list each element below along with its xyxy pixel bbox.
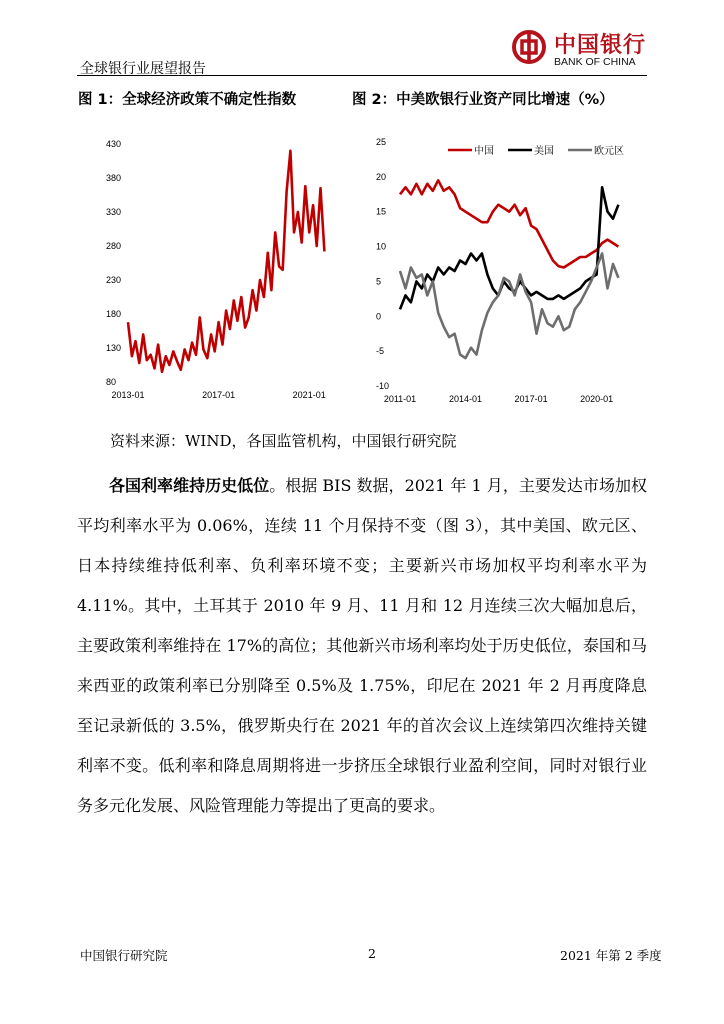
y-tick-label: -10 [376,381,390,391]
y-tick-label: 430 [106,139,122,149]
y-tick-label: 20 [376,171,387,182]
y-tick-label: 230 [106,275,122,285]
series-line [400,180,618,267]
y-tick-label: 330 [106,207,122,217]
y-tick-label: 10 [376,241,387,252]
report-title: 全球银行业展望报告 [80,61,206,77]
body-paragraph [77,466,647,826]
logo-english-text: BANK OF CHINA [554,56,636,68]
bank-asset-growth-chart [360,130,660,410]
body-text [77,466,647,826]
y-tick-label: 0 [376,311,382,322]
x-tick-label: 2011-01 [383,394,417,404]
y-tick-label: 280 [106,241,122,251]
y-tick-label: 25 [376,137,387,147]
series-line [400,254,618,359]
y-tick-label: 180 [106,309,122,319]
x-tick-label: 2014-01 [449,394,483,404]
source-note: 资料来源：WIND，各国监管机构，中国银行研究院 [110,432,457,450]
y-tick-label: 15 [376,206,387,217]
bank-of-china-emblem-icon [512,30,546,64]
header-divider [77,75,647,76]
x-tick-label: 2021-01 [292,390,326,400]
paragraph-text: 。根据 BIS 数据，2021 年 1 月，主要发达市场加权平均利率水平为 0.06%，连续 11 个月保持不变（图 3），其中美国、欧元区、日本持续维持低利率、负利率环境不变；主要新兴市场加权平均利率水平为 4.11%。其中，土耳其于 2010 年 9 月、11 月和 12 月连续三次大幅加息后，主要政策利率维持在 17%的高位；其他新兴市场利率均处于历史低位，泰国和马来西亚的政策利率已分别降至 0.5%及 1.75%，印尼在 2021 年 2 月再度降息至记录新低的 3.5%，俄罗斯央行在 2021 年的首次会议上连续第四次维持关键利率不变。低利率和降息周期将进一步挤压全球银行业盈利空间，同时对银行业务多元化发展、风险管理能力等提出了更高的要求。 [77,476,647,815]
footer-period: 2021 年第 2 季度 [560,948,662,963]
x-tick-label: 2017-01 [202,390,236,400]
legend-label: 欧元区 [594,146,624,157]
footer-org: 中国银行研究院 [80,948,168,963]
series-line [128,151,324,372]
x-tick-label: 2017-01 [514,394,548,404]
legend-label: 美国 [534,146,554,157]
uncertainty-index-chart [98,130,358,410]
x-tick-label: 2020-01 [580,394,614,404]
logo-chinese-text: 中国银行 [554,32,647,58]
legend-label: 中国 [474,146,494,157]
y-tick-label: 130 [106,343,122,353]
x-tick-label: 2013-01 [111,390,145,400]
page-number: 2 [368,946,376,961]
y-tick-label: 80 [106,377,117,387]
figure2-title: 图 2：中美欧银行业资产同比增速（%） [352,92,614,108]
figure1-title: 图 1：全球经济政策不确定性指数 [78,92,297,108]
bank-logo [510,28,650,74]
y-tick-label: 380 [106,173,122,183]
y-tick-label: 5 [376,276,382,287]
paragraph-lead: 各国利率维持历史低位 [109,476,270,495]
y-tick-label: -5 [376,346,385,357]
